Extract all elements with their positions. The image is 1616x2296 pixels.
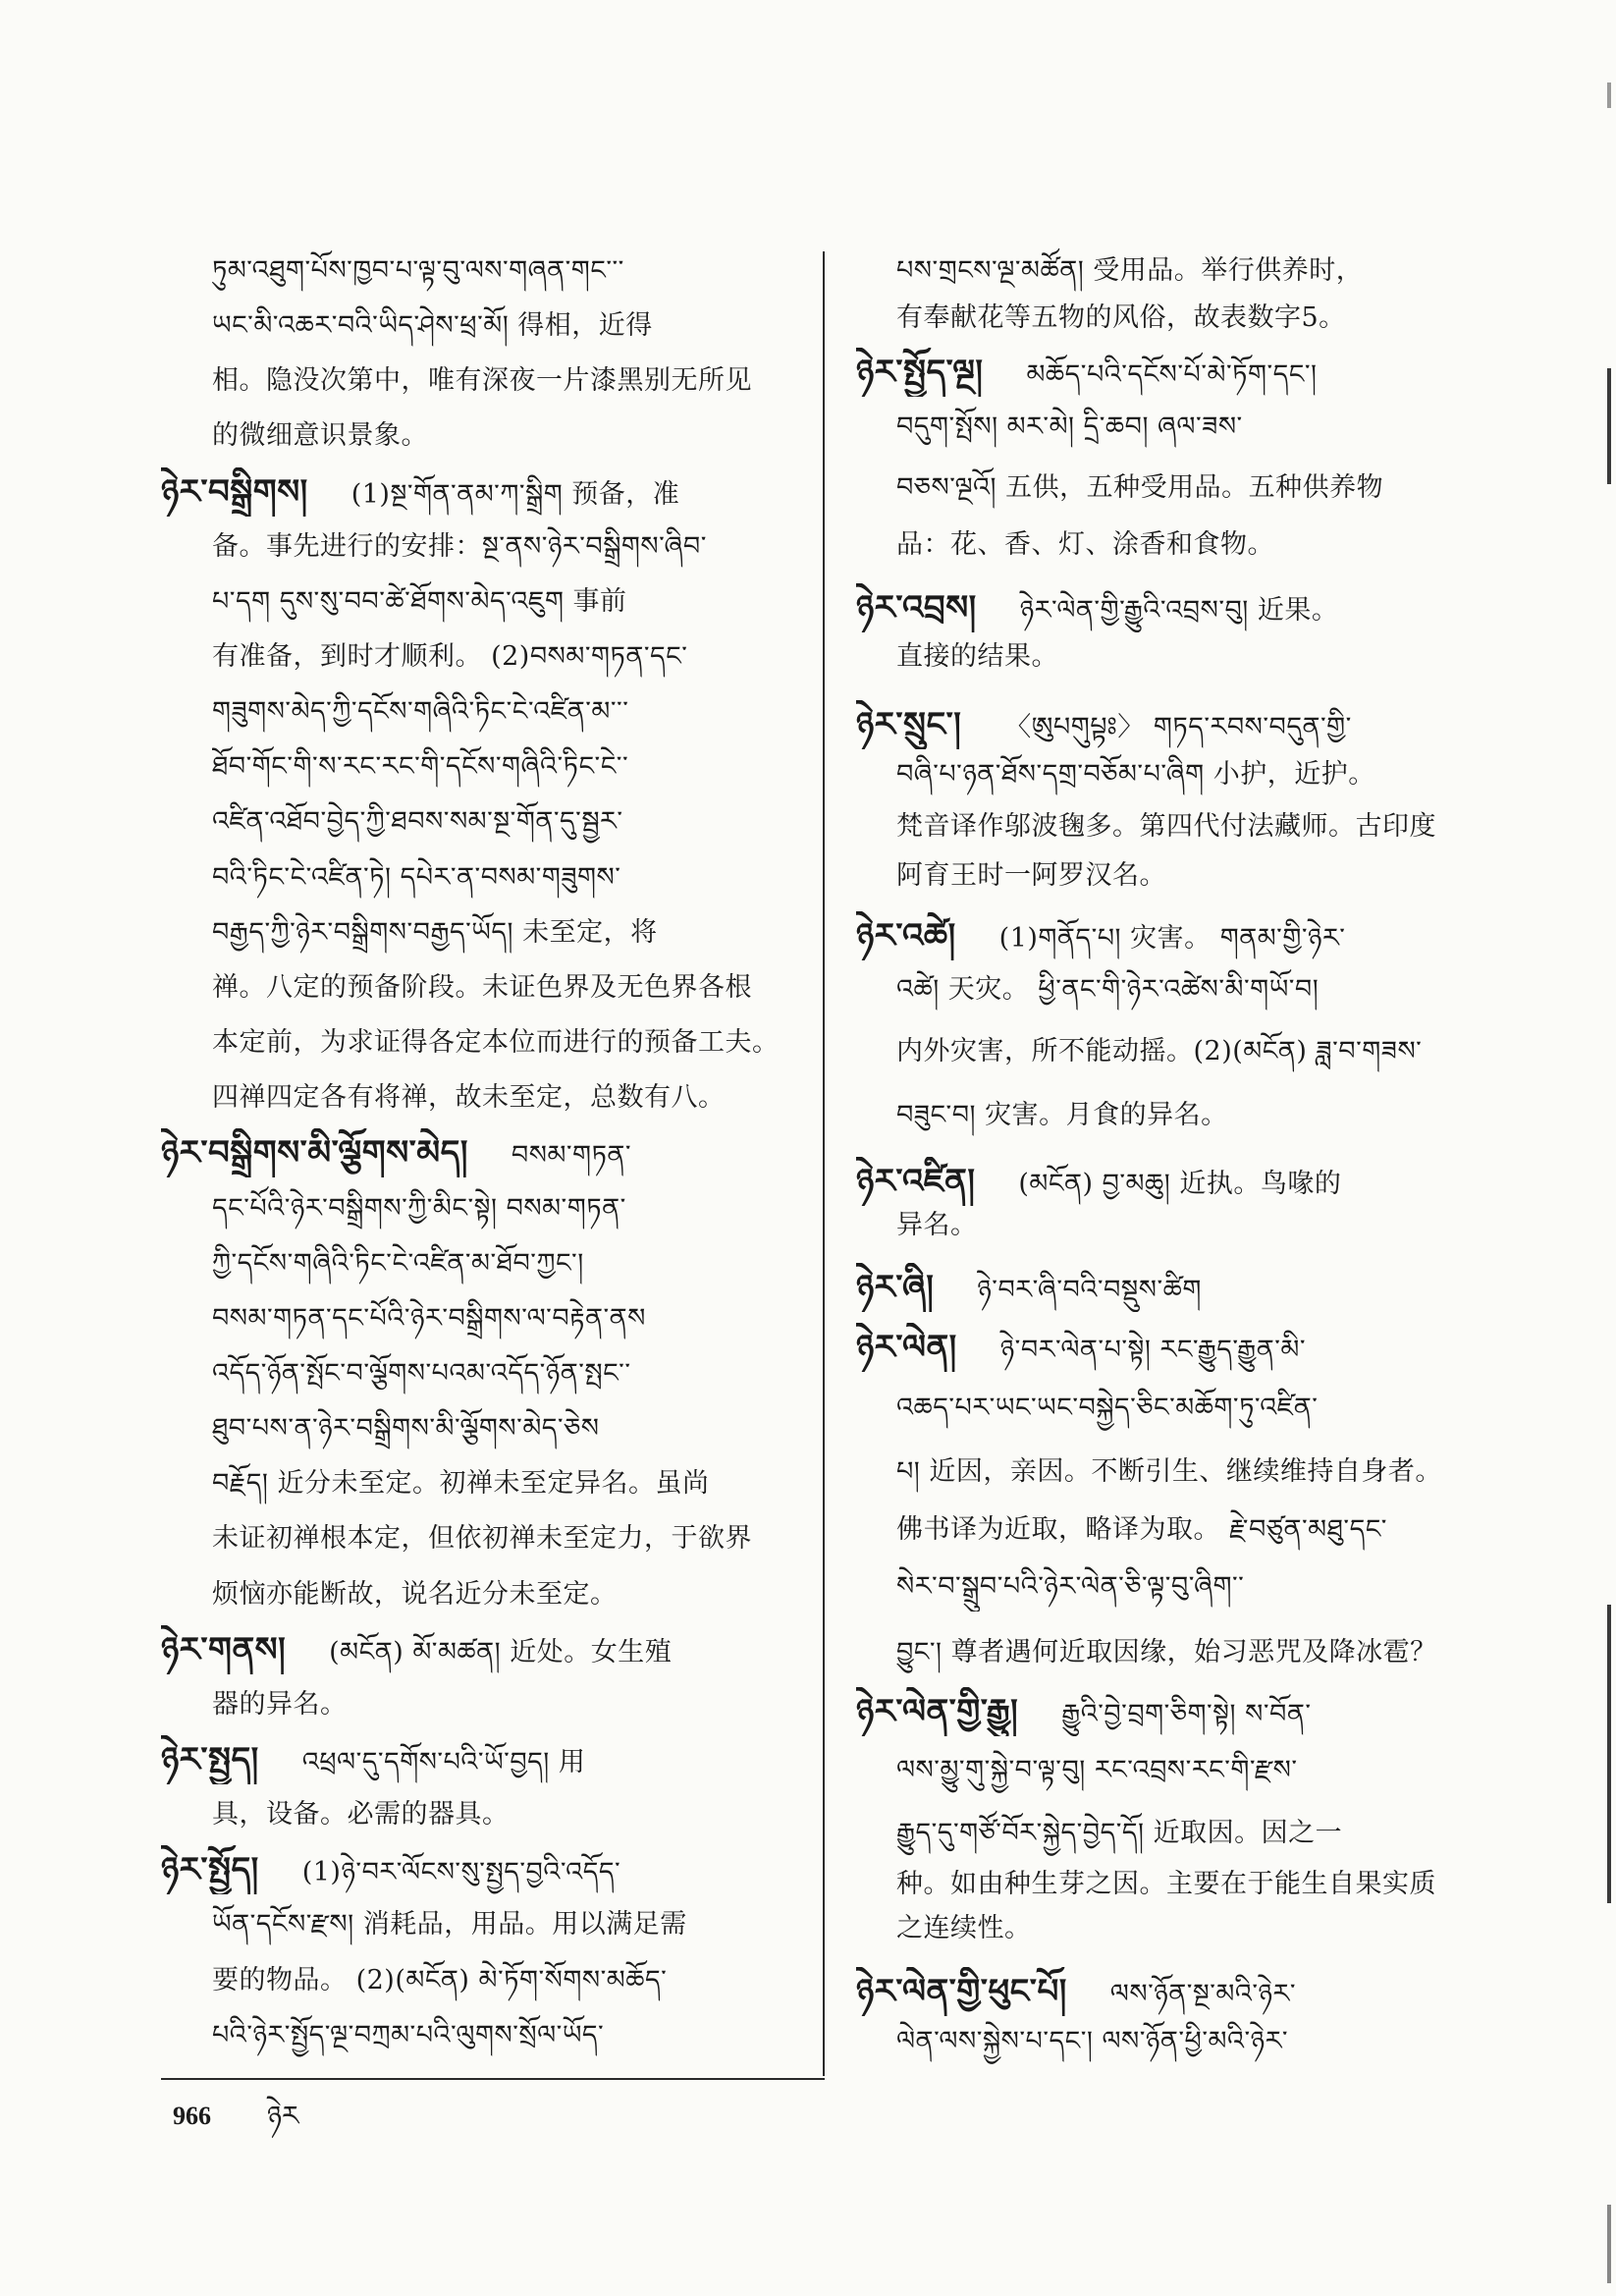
entry-line: བསམ་གཏན་དང་པོའི་ཉེར་བསྒྲིགས་ལ་བརྟེན་ནས: [212, 1303, 646, 1334]
entry-line: བདུག་སྤོས། མར་མེ། དྲི་ཆབ། ཞལ་ཟས་: [896, 411, 1243, 442]
entry-line: གཟུགས་མེད་ཀྱི་དངོས་གཞིའི་ཏིང་ངེ་འཛིན་མ་་་: [212, 696, 629, 727]
entry-headword: ཉེར་སྤྱད།: [161, 1740, 259, 1779]
entry-line: སེར་བ་སྒྲུབ་པའི་ཉེར་ལེན་ཅི་ལྟ་བུ་ཞིག་་: [896, 1571, 1245, 1602]
entry-text: བསམ་གཏན་: [511, 1140, 632, 1171]
entry-line: 器的异名。: [212, 1689, 348, 1720]
entry-line: [161, 467, 791, 517]
entry-line: པ་དག དུས་སུ་བབ་ཚེ་ཐོགས་མེད་འཇུག 事前: [212, 586, 627, 617]
entry-line: བཟུང་བ། 灾害。月食的异名。: [896, 1100, 1228, 1130]
entry-line: 备。事先进行的安排：སྔ་ནས་ཉེར་བསྒྲིགས་ཞིབ་: [212, 531, 707, 562]
entry-text: ཉེ་བར་ཞི་བའི་བསྡུས་ཚིག: [977, 1275, 1202, 1305]
entry-text: ལས་ཉོན་སྔ་མའི་ཉེར་: [1109, 1979, 1296, 2009]
entry-text: (མངོན) མོ་མཚན། 近处。女生殖: [329, 1637, 673, 1667]
entry-line: 种。如由种生芽之因。主要在于能生自果实质: [896, 1869, 1436, 1899]
entry-headword: ཉེར་སྤྱོད།: [161, 1850, 259, 1889]
entry-line: འཚེ། 天灾。 ཕྱི་ནང་གི་ཉེར་འཚེས་མི་གཡོ་བ།: [896, 974, 1320, 1005]
entry-line: འཆད་པར་ཡང་ཡང་བསྐྱེད་ཅིང་མཆོག་ཏུ་འཛིན་: [896, 1393, 1319, 1423]
entry-line: པས་གྲངས་ལྔ་མཚོན། 受用品。举行供养时，: [896, 255, 1364, 286]
column-divider: [823, 251, 825, 2076]
entry-line: 阿育王时一阿罗汉名。: [896, 860, 1166, 891]
entry-line: 内外灾害，所不能动摇。(2)(མངོན) ཟླ་བ་གཟས་: [896, 1036, 1423, 1066]
entry-line: [856, 911, 1485, 960]
entry-headword: ཉེར་ལེན།: [856, 1328, 957, 1367]
entry-line: པའི་ཉེར་སྤྱོད་ལྔ་བཀྲམ་པའི་ལུགས་སྲོལ་ཡོད་: [212, 2020, 605, 2050]
entry-text: རྒྱུའི་བྱེ་བྲག་ཅིག་སྟེ། ས་བོན་: [1061, 1699, 1312, 1729]
entry-headword: ཉེར་བསྒྲིགས་མི་ལྕོགས་མེད།: [161, 1133, 468, 1173]
entry-line: འདོད་ཉོན་སྤོང་བ་ལྕོགས་པའམ་འདོད་ཉོན་སྤང་་: [212, 1358, 631, 1389]
entry-line: ཡང་མི་འཆར་བའི་ཡིད་ཤེས་ཕྲ་མོ། 得相，近得: [212, 310, 653, 341]
entry-line: བྱུང་། 尊者遇何近取因缘，始习恶咒及降冰雹？: [896, 1637, 1437, 1667]
entry-line: དང་པོའི་ཉེར་བསྒྲིགས་ཀྱི་མིང་སྟེ། བསམ་གཏན་: [212, 1193, 626, 1224]
entry-text: ཉེ་བར་ལེན་པ་སྟེ། རང་རྒྱུད་རྒྱུན་མི་: [999, 1335, 1306, 1365]
entry-line: ཡོན་དངོས་རྫས། 消耗品，用品。用以满足需: [212, 1909, 687, 1940]
entry-headword: ཉེར་སྲུང་།: [856, 705, 962, 744]
entry-line: བཅས་ལྔའོ། 五供，五种受用品。五种供养物: [896, 472, 1384, 503]
entry-line: [161, 1625, 791, 1674]
entry-line: བརྒྱད་ཀྱི་ཉེར་བསྒྲིགས་བརྒྱད་ཡོད། 未至定，将: [212, 917, 658, 948]
entry-line: 未证初禅根本定，但依初禅未至定力，于欲界: [212, 1523, 752, 1554]
entry-line: [161, 1128, 791, 1177]
entry-line: [856, 700, 1485, 749]
entry-text: མཆོད་པའི་དངོས་པོ་མེ་ཏོག་དང་།: [1026, 359, 1318, 390]
entry-headword: ཉེར་འཛིན།: [856, 1162, 976, 1201]
entry-line: [856, 1263, 1485, 1312]
entry-line: 相。隐没次第中，唯有深夜一片漆黑别无所见: [212, 365, 752, 396]
entry-line: [856, 1687, 1485, 1736]
entry-line: རྒྱུད་དུ་གཙོ་བོར་སྐྱེད་བྱེད་དོ། 近取因。因之一: [896, 1818, 1343, 1848]
entry-line: 有奉献花等五物的风俗，故表数字5。: [896, 302, 1346, 333]
entry-line: [856, 1967, 1485, 2016]
entry-text: འཕྲལ་དུ་དགོས་པའི་ཡོ་བྱད། 用: [301, 1747, 586, 1777]
entry-line: 烦恼亦能断故，说名近分未至定。: [212, 1579, 618, 1610]
entry-line: 的微细意识景象。: [212, 420, 428, 451]
entry-text: ཉེར་ལེན་གྱི་རྒྱུའི་འབྲས་བུ། 近果。: [1019, 595, 1339, 626]
entry-line: 佛书译为近取，略译为取。 རྗེ་བཙུན་མཐུ་དང་: [896, 1514, 1387, 1545]
entry-text: (1)གནོད་པ། 灾害。 གནམ་གྱི་ཉེར་: [998, 923, 1346, 954]
entry-text: (མངོན) བྱ་མཆུ། 近执。鸟喙的: [1018, 1169, 1342, 1199]
entry-line: [856, 1157, 1485, 1206]
entry-line: [856, 348, 1485, 397]
entry-headword: ཉེར་བསྒྲིགས།: [161, 472, 308, 512]
page-number: 966: [173, 2102, 211, 2130]
scan-edge-mark: [1607, 1605, 1611, 1903]
entry-line: 具，设备。必需的器具。: [212, 1799, 510, 1830]
entry-line: 有准备，到时才顺利。 (2)བསམ་གཏན་དང་: [212, 641, 688, 672]
entry-line: ཐུབ་པས་ན་ཉེར་བསྒྲིགས་མི་ལྕོགས་མེད་ཅེས: [212, 1413, 600, 1444]
entry-text: (1)སྔ་གོན་ནམ་ཀ་སྒྲིག 预备，准: [350, 479, 680, 510]
entry-line: བརྗོད། 近分未至定。初禅未至定异名。虽尚: [212, 1468, 710, 1499]
entry-line: [161, 1845, 791, 1894]
scan-edge-mark: [1607, 368, 1611, 484]
entry-line: 之连续性。: [896, 1913, 1032, 1943]
entry-line: 梵音译作邬波毱多。第四代付法藏师。古印度: [896, 811, 1436, 842]
entry-line: [161, 1735, 791, 1784]
running-head: ཉེར: [267, 2100, 299, 2132]
entry-line: ཏུམ་འཐུག་པོས་ཁྱབ་པ་ལྟ་བུ་ལས་གཞན་གང་་་: [212, 255, 624, 286]
entry-headword: ཉེར་ལེན་གྱི་ཕུང་པོ།: [856, 1972, 1067, 2011]
entry-line: འཛིན་འཐོབ་བྱེད་ཀྱི་ཐབས་སམ་སྔ་གོན་དུ་སྦྱར་: [212, 806, 623, 837]
entry-line: 异名。: [896, 1210, 978, 1240]
entry-line: 直接的结果。: [896, 641, 1058, 672]
entry-line: 品：花、香、灯、涂香和食物。: [896, 529, 1274, 560]
entry-headword: ཉེར་འབྲས།: [856, 588, 977, 628]
entry-line: ཀྱི་དངོས་གཞིའི་ཏིང་ངེ་འཛིན་མ་ཐོབ་ཀྱང་།: [212, 1248, 584, 1279]
entry-headword: ཉེར་སྤྱོད་ལྔ།: [856, 353, 984, 392]
entry-headword: ཉེར་གནས།: [161, 1630, 287, 1669]
entry-headword: ཉེར་ལེན་གྱི་རྒྱུ།: [856, 1692, 1019, 1731]
entry-line: བའི་ཏིང་ངེ་འཛིན་ཏེ། དཔེར་ན་བསམ་གཟུགས་: [212, 862, 621, 893]
entry-line: པ། 近因，亲因。不断引生、继续维持自身者。: [896, 1456, 1442, 1487]
scan-edge-mark: [1607, 82, 1611, 108]
entry-line: [856, 583, 1485, 632]
footer-rule: [161, 2078, 825, 2080]
entry-line: 四禅四定各有将禅，故未至定，总数有八。: [212, 1082, 726, 1113]
entry-line: 禅。八定的预备阶段。未证色界及无色界各根: [212, 972, 752, 1003]
entry-headword: ཉེར་འཚེ།: [856, 916, 956, 956]
entry-headword: ཉེར་ཞི།: [856, 1268, 935, 1307]
entry-line: བཞི་པ་ཉན་ཐོས་དགྲ་བཅོམ་པ་ཞིག 小护，近护。: [896, 759, 1375, 790]
entry-text: (1)ཉེ་བར་ལོངས་སུ་སྤྱད་བྱའི་འདོད་: [301, 1857, 621, 1887]
entry-line: ལེན་ལས་སྐྱེས་པ་དང་། ལས་ཉོན་ཕྱི་མའི་ཉེར་: [896, 2026, 1289, 2056]
entry-line: 要的物品。 (2)(མངོན) མེ་ཏོག་སོགས་མཆོད་: [212, 1965, 668, 1995]
entry-text: 〈ཨུཔགུཔྟཿ〉 གཏད་རབས་བདུན་གྱི་: [1004, 712, 1352, 742]
entry-line: ཐོབ་གོང་གི་ས་རང་རང་གི་དངོས་གཞིའི་ཏིང་ངེ་་: [212, 751, 629, 782]
entry-line: [856, 1323, 1485, 1372]
scan-edge-mark: [1607, 2205, 1611, 2283]
entry-line: 本定前，为求证得各定本位而进行的预备工夫。: [212, 1027, 780, 1058]
entry-line: ལས་མྱུ་གུ་སྐྱེ་བ་ལྟ་བུ། རང་འབྲས་རང་གི་རྫས་: [896, 1755, 1298, 1785]
